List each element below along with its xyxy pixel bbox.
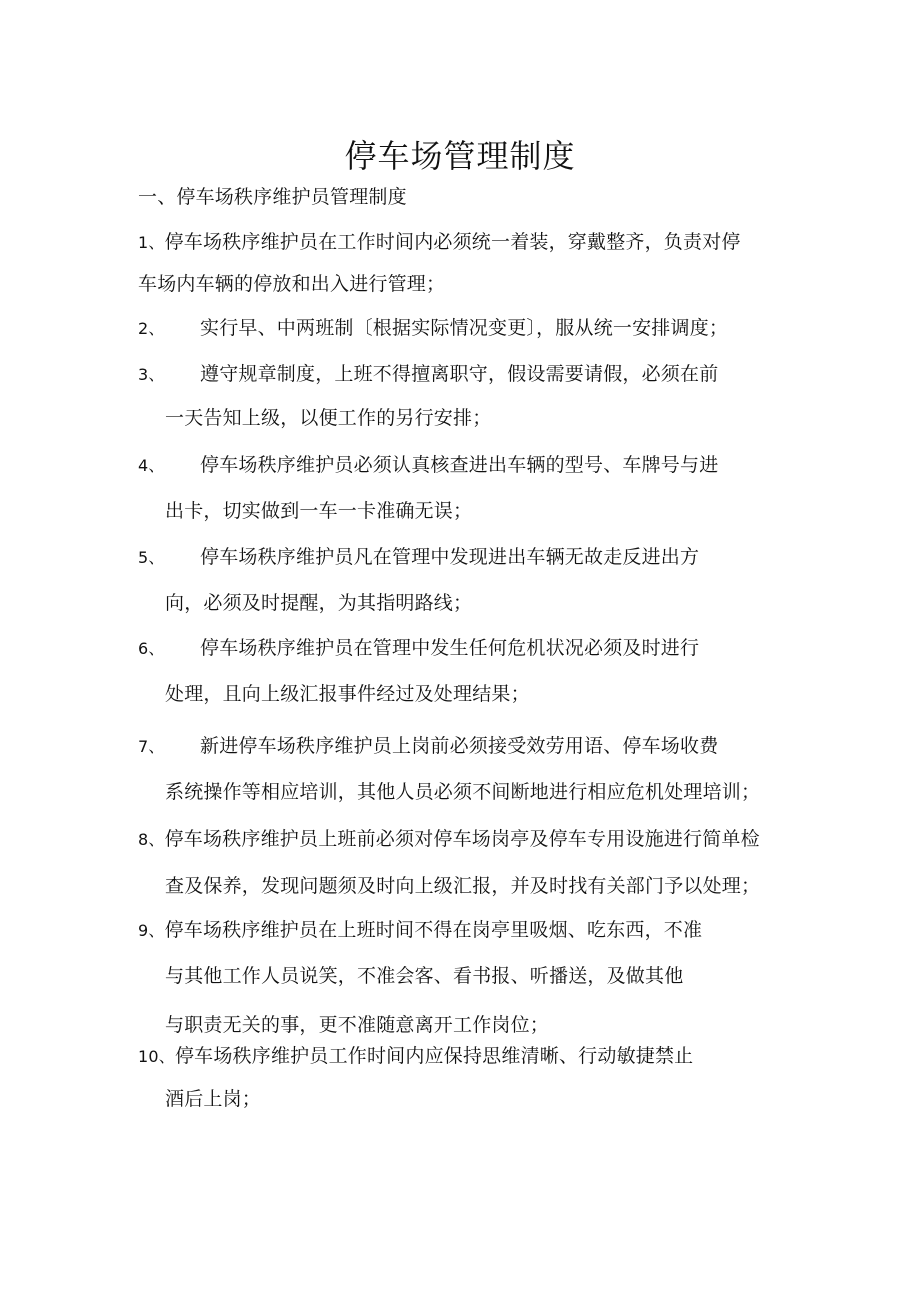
list-item-3-line-1 (138, 362, 718, 387)
item-text: 新进停车场秩序维护员上岗前必须接受效劳用语、停车场收费 (200, 735, 719, 757)
list-item-9-line-2: 与其他工作人员说笑，不准会客、看书报、听播送，及做其他 (165, 965, 684, 987)
list-item-9-line-3: 与职责无关的事，更不准随意离开工作岗位； (165, 1014, 550, 1036)
item-text: 停车场秩序维护员在工作时间内必须统一着装，穿戴整齐，负责对停 (164, 231, 741, 253)
item-number: 9、 (138, 921, 165, 940)
item-number: 6、 (138, 639, 165, 658)
item-text: 实行早、中两班制〔根据实际情况变更〕，服从统一安排调度； (200, 317, 729, 339)
list-item-4-line-2: 出卡，切实做到一车一卡准确无误； (165, 500, 473, 522)
list-item-1-line-1 (138, 230, 741, 255)
item-text: 停车场秩序维护员凡在管理中发现进出车辆无故走反进出方 (200, 546, 700, 568)
item-number: 2、 (138, 319, 165, 338)
item-text: 停车场秩序维护员工作时间内应保持思维清晰、行动敏捷禁止 (174, 1045, 694, 1067)
list-item-8-line-1 (138, 827, 760, 852)
list-item-4-line-1 (138, 453, 718, 478)
list-item-2-line-1 (138, 316, 728, 341)
document-title: 停车场管理制度 (344, 137, 576, 175)
list-item-7-line-1 (138, 734, 718, 759)
section-heading: 一、停车场秩序维护员管理制度 (138, 186, 407, 208)
item-number: 10、 (138, 1047, 175, 1066)
list-item-10-line-2: 酒后上岗； (165, 1088, 262, 1110)
list-item-8-line-2: 查及保养，发现问题须及时向上级汇报，并及时找有关部门予以处理； (165, 875, 761, 897)
item-number: 3、 (138, 365, 165, 384)
list-item-5-line-2: 向，必须及时提醒，为其指明路线； (165, 592, 473, 614)
item-number: 1、 (138, 233, 165, 252)
item-number: 5、 (138, 548, 165, 567)
item-text: 遵守规章制度，上班不得擅离职守，假设需要请假，必须在前 (200, 363, 719, 385)
list-item-1-line-2: 车场内车辆的停放和出入进行管理； (138, 273, 446, 295)
list-item-3-line-2: 一天告知上级，以便工作的另行安排； (165, 407, 492, 429)
list-item-6-line-1 (138, 636, 699, 661)
list-item-5-line-1 (138, 545, 699, 570)
item-number: 4、 (138, 456, 165, 475)
list-item-10-line-1 (138, 1044, 693, 1069)
item-number: 8、 (138, 830, 165, 849)
list-item-9-line-1 (138, 918, 702, 943)
item-text: 停车场秩序维护员在管理中发生任何危机状况必须及时进行 (200, 637, 700, 659)
item-text: 停车场秩序维护员上班前必须对停车场岗亭及停车专用设施进行简单检 (164, 828, 760, 850)
item-number: 7、 (138, 737, 165, 756)
item-text: 停车场秩序维护员必须认真核查进出车辆的型号、车牌号与进 (200, 454, 719, 476)
list-item-6-line-2: 处理，且向上级汇报事件经过及处理结果； (165, 683, 530, 705)
list-item-7-line-2: 系统操作等相应培训，其他人员必须不间断地进行相应危机处理培训； (165, 781, 761, 803)
item-text: 停车场秩序维护员在上班时间不得在岗亭里吸烟、吃东西，不准 (164, 919, 703, 941)
